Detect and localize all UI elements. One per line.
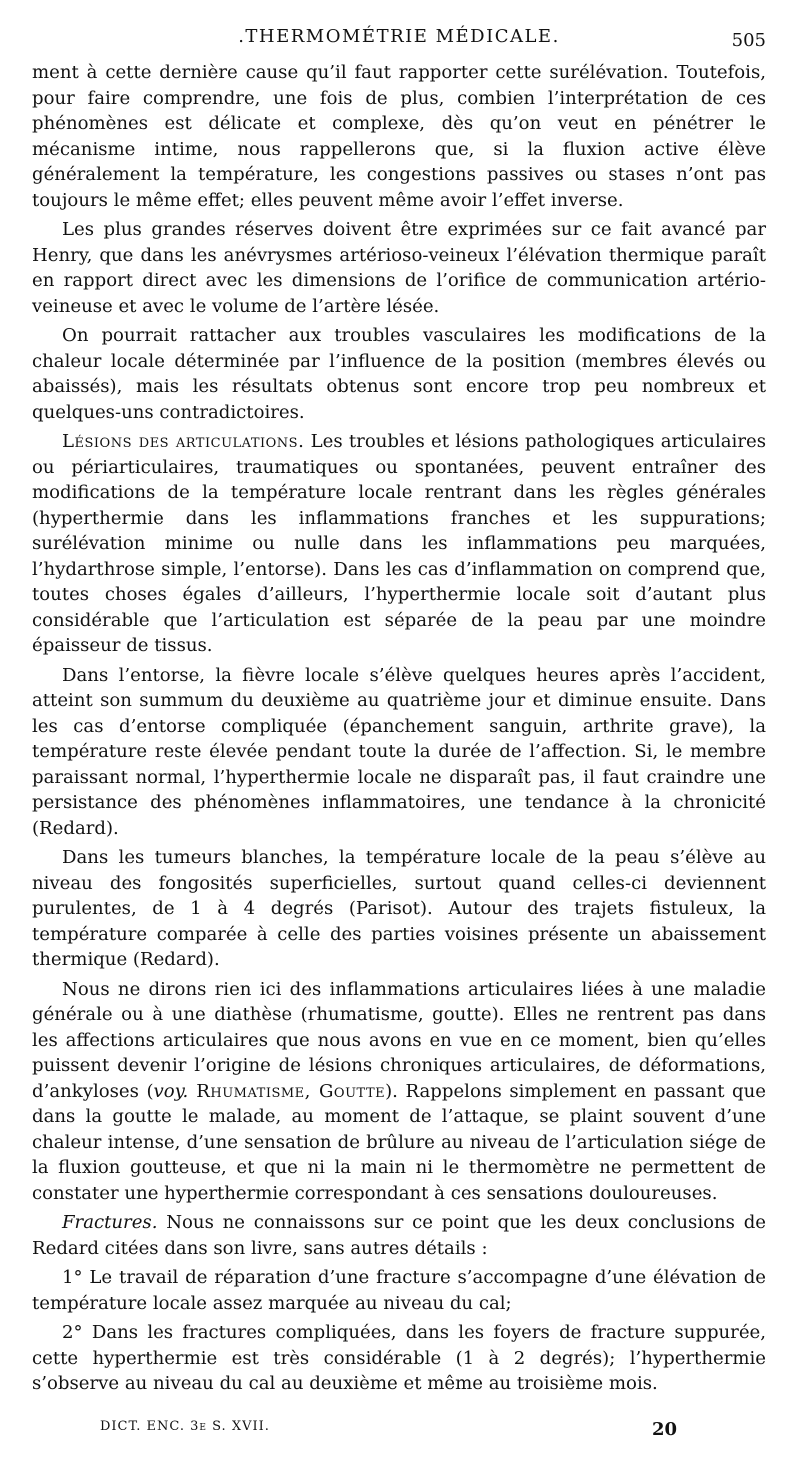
paragraph-9: 1° Le travail de réparation d’une fracture s’accompagne d’une élévation de température locale assez marquée au niveau du cal;	[32, 1267, 766, 1314]
paragraph-8	[32, 1210, 766, 1261]
body-text	[32, 60, 766, 1397]
paragraph-4-text: Les troubles et lésions pathologiques articulaires ou périarticulaires, traumatiques ou spontanées, peuvent entraîner des modifications de la température locale rentrant dans les règles générales (hyperthermie dans les inflammations franches et les suppurations; surélévation minime ou nulle dans les inflammations peu marquées, l’hydarthrose simple, l’entorse). Dans les cas d’inflammation on comprend que, toutes choses égales d’ailleurs, l’hyperthermie locale soit d’autant plus considérable que l’articulation est séparée de la peau par une moindre épaisseur de tissus.	[32, 431, 766, 656]
book-page	[32, 26, 766, 1446]
paragraph-10: 2° Dans les fractures compliquées, dans les foyers de fracture suppurée, cette hyperthermie est très considérable (1 à 2 degrés); l’hyperthermie s’observe au niveau du cal au deuxième et même au troisième mois.	[32, 1322, 766, 1394]
paragraph-5: Dans l’entorse, la fièvre locale s’élève quelques heures après l’accident, atteint son summum du deuxième au quatrième jour et diminue ensuite. Dans les cas d’entorse compliquée (épanchement sanguin, arthrite grave), la température reste élevée pendant toute la durée de l’affection. Si, le membre paraissant normal, l’hyperthermie locale ne disparaît pas, il faut craindre une persistance des phénomènes inflammatoires, une tendance à la chronicité (Redard).	[32, 664, 766, 839]
paragraph-1: ment à cette dernière cause qu’il faut rapporter cette surélévation. Toutefois, pour faire comprendre, une fois de plus, combien l’interprétation de ces phénomènes est délicate et complexe, dès qu’on veut en pénétrer le mécanisme intime, nous rappellerons que, si la fluxion active élève généralement la température, les congestions passives ou stases n’ont pas toujours le même effet; elles peuvent même avoir l’effet inverse.	[32, 62, 766, 211]
paragraph-7-text-b: ). Rappelons simplement en passant que dans la goutte le malade, au moment de l’attaque, se plaint souvent d’une chaleur intense, d’une sensation de brûlure au niveau de l’articulation siége de la fluxion goutteuse, et que ni la main ni le thermomètre ne permettent de constater une hyperthermie correspondant à ces sensations douloureuses.	[32, 1080, 766, 1204]
section-heading-fractures: Fractures.	[62, 1212, 158, 1233]
paragraph-2: Les plus grandes réserves doivent être exprimées sur ce fait avancé par Henry, que dans les anévrysmes artérioso-veineux l’élévation thermique paraît en rapport direct avec les dimensions de l’orifice de communication artério-veineuse et avec le volume de l’artère lésée.	[32, 219, 766, 317]
running-head	[32, 26, 766, 56]
paragraph-6: Dans les tumeurs blanches, la température locale de la peau s’élève au niveau des fongosités superficielles, surtout quand celles-ci deviennent purulentes, de 1 à 4 degrés (Parisot). Autour des trajets fistuleux, la température comparée à celle des parties voisines présente un abaissement thermique (Redard).	[32, 847, 766, 970]
paragraph-4	[32, 429, 766, 659]
printer-signature: DICT. ENC. 3e S. XVII.	[100, 1418, 270, 1434]
running-title: .THERMOMÉTRIE MÉDICALE.	[238, 26, 560, 47]
page-number: 505	[731, 30, 766, 51]
sheet-number: 20	[652, 1418, 678, 1440]
paragraph-7-text-a: Nous ne dirons rien ici des inflammations articulaires liées à une maladie générale ou à une diathèse (rhumatisme, goutte). Elles ne rentrent pas dans les affections articulaires que nous avons en vue en ce moment, bien qu’elles puissent devenir l’origine de lésions chroniques articulaires, de déformations, d’ankyloses (	[32, 978, 766, 1102]
paragraph-8-text: Nous ne connaissons sur ce point que les deux conclusions de Redard citées dans son livre, sans autres détails :	[32, 1212, 766, 1259]
paragraph-7	[32, 977, 766, 1207]
page-footer	[32, 1415, 766, 1455]
section-heading-lesions-articulations: Lésions des articulations.	[62, 431, 305, 452]
paragraph-3: On pourrait rattacher aux troubles vasculaires les modifications de la chaleur locale déterminée par l’influence de la position (membres élevés ou abaissés), mais les résultats obtenus sont encore trop peu nombreux et quelques-uns contradictoires.	[32, 325, 766, 423]
cross-references: Rhumatisme, Goutte	[188, 1080, 386, 1102]
voy-abbreviation: voy.	[153, 1080, 189, 1102]
